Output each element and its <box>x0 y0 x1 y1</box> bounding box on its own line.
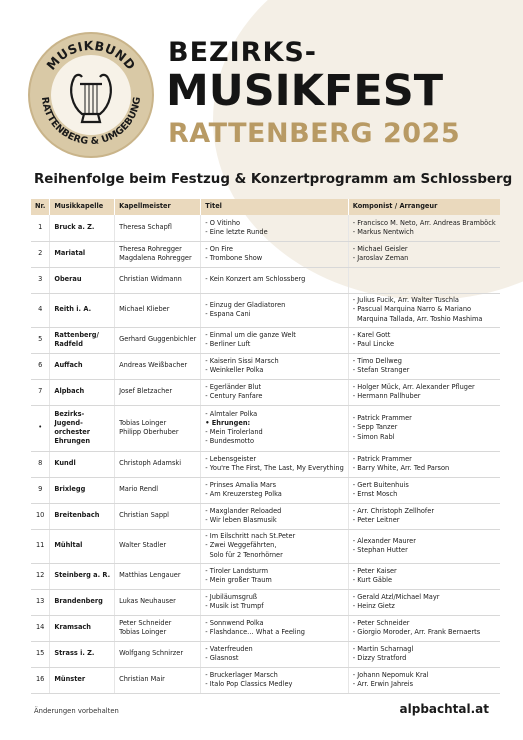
table-header <box>31 199 500 215</box>
cell-titel-line: - Egerländer Blut <box>205 382 262 391</box>
cell-komponist-line: - Barry White, Arr. Ted Parson <box>352 464 450 472</box>
cell-komponist-line: - Francisco M. Neto, Arr. Andreas Bramböck <box>352 218 496 227</box>
cell-kapelle-line: Bruck a. Z. <box>54 223 95 232</box>
logo-svg <box>30 34 152 156</box>
cell-kapellmeister <box>115 615 201 641</box>
cell-titel-line: - Am Kreuzersteg Polka <box>205 490 282 498</box>
cell-nr: 9 <box>31 477 50 503</box>
cell-komponist-line: - Johann Nepomuk Kral <box>352 670 429 679</box>
cell-kapelle-line: Kramsach <box>54 623 92 632</box>
cell-komponist-line: Marquina Tallada, Arr. Toshio Mashima <box>352 314 483 323</box>
cell-titel <box>201 405 348 451</box>
cell-titel-line: - Wir leben Blasmusik <box>205 516 277 524</box>
column-header-titel: Titel <box>201 199 348 215</box>
cell-titel-line: - Vaterfreuden <box>205 644 253 653</box>
cell-titel-line: - O Vitinho <box>205 218 241 227</box>
cell-kapellmeister <box>115 451 201 477</box>
cell-kapellmeister <box>115 353 201 379</box>
cell-kapellmeister-line: Tobias Loinger <box>119 628 167 636</box>
cell-komponist-line: - Heinz Gietz <box>352 602 395 610</box>
cell-titel <box>201 563 348 589</box>
lyre-icon <box>71 75 111 122</box>
logo-text-top: MUSIKBUND <box>43 37 139 73</box>
svg-text:MUSIKBUND <box>43 38 138 73</box>
cell-titel-line: - Kein Konzert am Schlossberg <box>205 275 306 284</box>
cell-titel <box>201 327 348 353</box>
cell-kapellmeister-line: Michael Klieber <box>119 305 170 314</box>
cell-kapellmeister <box>115 563 201 589</box>
cell-kapellmeister-line: Magdalena Rohregger <box>119 254 192 262</box>
cell-titel <box>201 379 348 405</box>
cell-kapellmeister <box>115 215 201 241</box>
cell-titel-line: - Glasnost <box>205 654 239 662</box>
cell-nr: 11 <box>31 529 50 563</box>
title-line-3: RATTENBERG 2025 <box>168 118 461 149</box>
logo-text-bottom: RATTENBERG & UMGEBUNG <box>38 96 144 148</box>
cell-kapellmeister-line: Christian Widmann <box>119 275 182 284</box>
cell-titel-line: - Trombone Show <box>205 254 263 262</box>
table-header-row <box>31 199 500 215</box>
cell-kapellmeister <box>115 641 201 667</box>
page-subtitle: Reihenfolge beim Festzug & Konzertprogramm am Schlossberg <box>34 172 513 187</box>
cell-kapelle-line: Oberau <box>54 275 82 284</box>
table-row <box>31 293 500 327</box>
cell-kapelle <box>50 563 115 589</box>
footer-url[interactable]: alpbachtal.at <box>399 702 489 716</box>
cell-titel-line: - On Fire <box>205 244 233 253</box>
cell-titel <box>201 529 348 563</box>
cell-kapelle-line: Auffach <box>54 361 83 370</box>
cell-kapelle <box>50 327 115 353</box>
column-header-komponist: Komponist / Arrangeur <box>348 199 499 215</box>
table-row <box>31 241 500 267</box>
cell-kapelle <box>50 353 115 379</box>
cell-komponist <box>348 503 499 529</box>
cell-nr: 2 <box>31 241 50 267</box>
cell-kapelle-line: Jugend- <box>54 418 83 427</box>
cell-kapellmeister <box>115 589 201 615</box>
cell-kapelle <box>50 503 115 529</box>
cell-nr: 4 <box>31 293 50 327</box>
cell-titel <box>201 667 348 693</box>
cell-komponist-line: - Giorgio Moroder, Arr. Frank Bernaerts <box>352 628 481 636</box>
cell-titel-line: - Bundesmotto <box>205 437 254 446</box>
cell-titel-line: - Kaiserin Sissi Marsch <box>205 356 279 365</box>
cell-nr: 10 <box>31 503 50 529</box>
cell-komponist-line: - Kurt Gäble <box>352 576 393 584</box>
table-row <box>31 327 500 353</box>
cell-kapellmeister <box>115 293 201 327</box>
cell-kapelle-line: orchester <box>54 428 91 436</box>
cell-titel-line: - Berliner Luft <box>205 340 251 348</box>
cell-kapelle <box>50 589 115 615</box>
cell-komponist-line: - Paul Lincke <box>352 340 395 348</box>
cell-kapellmeister-line: Peter Schneider <box>119 618 172 627</box>
cell-kapellmeister-line: Mario Rendl <box>119 485 159 494</box>
table-row <box>31 529 500 563</box>
cell-kapelle-line: Mariatal <box>54 249 86 258</box>
cell-komponist-line: - Patrick Prammer <box>352 454 412 463</box>
cell-komponist <box>348 241 499 267</box>
cell-komponist <box>348 327 499 353</box>
cell-kapellmeister <box>115 241 201 267</box>
cell-titel-line: - Espana Cani <box>205 310 251 318</box>
cell-kapelle-line: Ehrungen <box>54 437 91 446</box>
cell-titel <box>201 641 348 667</box>
cell-kapellmeister-line: Gerhard Guggenbichler <box>119 335 197 344</box>
cell-komponist <box>348 293 499 327</box>
cell-titel-line: - Bruckerlager Marsch <box>205 670 278 679</box>
cell-kapellmeister <box>115 477 201 503</box>
cell-kapelle <box>50 529 115 563</box>
cell-komponist-line: - Arr. Christoph Zellhofer <box>352 506 435 515</box>
table-row <box>31 379 500 405</box>
cell-nr: 15 <box>31 641 50 667</box>
cell-kapelle-line: Radfeld <box>54 340 83 348</box>
cell-komponist <box>348 405 499 451</box>
cell-komponist-line: - Peter Schneider <box>352 618 410 627</box>
cell-komponist-line: - Julius Fucik, Arr. Walter Tuschla <box>352 296 459 305</box>
cell-komponist-line: - Alexander Maurer <box>352 536 416 545</box>
cell-titel <box>201 503 348 529</box>
cell-kapelle-line: Münster <box>54 675 86 684</box>
cell-titel-line: - Almtaler Polka <box>205 409 258 418</box>
cell-titel-line: - Jubiläumsgruß <box>205 592 258 601</box>
table-row <box>31 641 500 667</box>
cell-komponist <box>348 267 499 293</box>
cell-komponist-line: - Hermann Pallhuber <box>352 392 421 400</box>
cell-komponist-line: - Timo Dellweg <box>352 356 402 365</box>
cell-kapellmeister <box>115 503 201 529</box>
cell-nr: 16 <box>31 667 50 693</box>
cell-kapelle <box>50 241 115 267</box>
cell-kapelle-line: Alpbach <box>54 387 85 396</box>
cell-nr: 12 <box>31 563 50 589</box>
cell-kapellmeister <box>115 529 201 563</box>
cell-nr: 6 <box>31 353 50 379</box>
cell-titel <box>201 215 348 241</box>
cell-kapellmeister-line: Matthias Lengauer <box>119 571 181 580</box>
cell-kapellmeister-line: Christian Mair <box>119 675 165 684</box>
cell-komponist <box>348 353 499 379</box>
cell-titel-line: - Lebensgeister <box>205 454 257 463</box>
cell-titel-line: - Einmal um die ganze Welt <box>205 330 296 339</box>
cell-kapellmeister-line: Walter Stadler <box>119 541 167 550</box>
table-body <box>31 215 500 693</box>
cell-komponist-line: - Patrick Prammer <box>352 414 412 423</box>
table-row <box>31 405 500 451</box>
cell-kapellmeister-line: Lukas Neuhauser <box>119 597 176 606</box>
cell-kapellmeister <box>115 667 201 693</box>
cell-kapellmeister-line: Andreas Weißbacher <box>119 361 188 370</box>
cell-kapellmeister-line: Wolfgang Schnirzer <box>119 649 184 658</box>
cell-titel-line: - Maxglander Reloaded <box>205 506 282 515</box>
cell-kapelle-line: Bezirks- <box>54 409 85 418</box>
musikbund-logo <box>28 32 154 158</box>
cell-kapelle <box>50 379 115 405</box>
cell-titel-line: - Eine letzte Runde <box>205 227 268 236</box>
cell-titel <box>201 589 348 615</box>
cell-titel-line: - You're The First, The Last, My Everything <box>205 464 344 472</box>
table-row <box>31 353 500 379</box>
table-row <box>31 477 500 503</box>
cell-komponist-line: - Michael Geisler <box>352 244 408 253</box>
cell-kapelle <box>50 477 115 503</box>
cell-kapellmeister-line: Tobias Loinger <box>119 418 167 427</box>
footer-note: Änderungen vorbehalten <box>34 707 119 715</box>
table-row <box>31 667 500 693</box>
cell-kapelle-line: Brixlegg <box>54 485 86 494</box>
cell-komponist <box>348 589 499 615</box>
cell-komponist-line: - Martin Scharnagl <box>352 644 414 653</box>
cell-nr: 14 <box>31 615 50 641</box>
cell-titel <box>201 615 348 641</box>
cell-titel <box>201 241 348 267</box>
table-row <box>31 615 500 641</box>
cell-kapelle-line: Steinberg a. R. <box>54 571 111 580</box>
cell-komponist-line: - Gerald Atzl/Michael Mayr <box>352 592 440 601</box>
cell-kapellmeister-line: Christian Sappl <box>119 511 170 520</box>
cell-titel-line: - Mein Tirolerland <box>205 428 263 436</box>
cell-titel-line: - Flashdance… What a Feeling <box>205 628 305 636</box>
cell-kapellmeister-line: Christoph Adamski <box>119 459 182 468</box>
cell-nr: 8 <box>31 451 50 477</box>
cell-kapellmeister-line: Theresa Rohregger <box>119 244 182 253</box>
cell-titel-line: • Ehrungen: <box>205 418 251 427</box>
cell-kapelle-line: Reith i. A. <box>54 305 92 314</box>
cell-titel <box>201 451 348 477</box>
cell-komponist-line: - Peter Leitner <box>352 516 400 524</box>
cell-titel <box>201 267 348 293</box>
cell-komponist-line: - Arr. Erwin Jahreis <box>352 680 414 688</box>
column-header-kapelle: Musikkapelle <box>50 199 115 215</box>
cell-kapelle-line: Strass i. Z. <box>54 649 95 658</box>
cell-kapelle <box>50 641 115 667</box>
cell-komponist-line: - Stephan Hutter <box>352 546 408 554</box>
table-row <box>31 215 500 241</box>
column-header-kapellmeister: Kapellmeister <box>115 199 201 215</box>
cell-titel-line: - Im Eilschritt nach St.Peter <box>205 532 296 541</box>
cell-komponist-line: - Markus Nentwich <box>352 227 414 236</box>
cell-komponist-line: - Pascual Marquina Narro & Mariano <box>352 305 472 314</box>
cell-komponist-line: - Karel Gott <box>352 330 391 339</box>
cell-komponist <box>348 641 499 667</box>
cell-titel <box>201 353 348 379</box>
cell-komponist-line: - Ernst Mosch <box>352 490 398 498</box>
cell-kapelle <box>50 667 115 693</box>
cell-titel-line: - Mein großer Traum <box>205 576 272 584</box>
cell-komponist <box>348 477 499 503</box>
cell-nr: 3 <box>31 267 50 293</box>
cell-kapelle-line: Rattenberg/ <box>54 330 99 339</box>
cell-komponist-line: - Peter Kaiser <box>352 566 397 575</box>
cell-kapellmeister <box>115 267 201 293</box>
cell-komponist-line: - Sepp Tanzer <box>352 423 398 432</box>
cell-komponist <box>348 451 499 477</box>
cell-nr: 1 <box>31 215 50 241</box>
cell-titel-line: - Einzug der Gladiatoren <box>205 300 286 309</box>
cell-nr: 7 <box>31 379 50 405</box>
cell-kapellmeister <box>115 379 201 405</box>
cell-kapellmeister-line: Philipp Oberhuber <box>119 428 179 436</box>
cell-kapelle <box>50 405 115 451</box>
table-row <box>31 589 500 615</box>
cell-kapelle-line: Mühltal <box>54 541 83 550</box>
cell-nr: 13 <box>31 589 50 615</box>
cell-kapelle-line: Breitenbach <box>54 511 100 520</box>
column-header-nr: Nr. <box>31 199 50 215</box>
cell-kapelle-line: Kundl <box>54 459 76 468</box>
title-line-2: MUSIKFEST <box>166 66 444 116</box>
cell-titel-line: - Zwei Weggefährten, <box>205 541 277 550</box>
cell-komponist <box>348 379 499 405</box>
cell-komponist-line: - Holger Mück, Arr. Alexander Pfluger <box>352 382 475 391</box>
cell-titel-line: - Century Fanfare <box>205 392 263 400</box>
cell-kapellmeister-line: Theresa Schapfl <box>119 223 172 232</box>
cell-komponist <box>348 667 499 693</box>
cell-kapellmeister <box>115 327 201 353</box>
cell-titel-line: - Musik ist Trumpf <box>205 602 264 610</box>
table-row <box>31 503 500 529</box>
cell-kapelle <box>50 215 115 241</box>
cell-kapelle <box>50 615 115 641</box>
cell-titel-line: - Prinses Amalia Mars <box>205 480 277 489</box>
cell-komponist <box>348 615 499 641</box>
cell-komponist <box>348 215 499 241</box>
cell-kapellmeister <box>115 405 201 451</box>
cell-titel <box>201 477 348 503</box>
table-row <box>31 267 500 293</box>
cell-nr: 5 <box>31 327 50 353</box>
table-row <box>31 451 500 477</box>
cell-titel-line: Solo für 2 Tenorhörner <box>205 550 283 559</box>
cell-titel <box>201 293 348 327</box>
cell-komponist-line: - Jaroslav Zeman <box>352 254 409 262</box>
cell-titel-line: - Italo Pop Classics Medley <box>205 680 293 688</box>
cell-komponist-line: - Stefan Stranger <box>352 366 410 374</box>
cell-titel-line: - Sonnwend Polka <box>205 618 264 627</box>
cell-komponist <box>348 529 499 563</box>
cell-titel-line: - Weinkeller Polka <box>205 366 264 374</box>
cell-komponist-line: - Dizzy Stratford <box>352 654 407 662</box>
cell-kapelle-line: Brandenberg <box>54 597 103 606</box>
cell-kapelle <box>50 293 115 327</box>
cell-nr: • <box>31 405 50 451</box>
cell-kapelle <box>50 451 115 477</box>
title-line-1: BEZIRKS- <box>168 37 318 68</box>
cell-komponist-line: - Simon Rabl <box>352 432 395 441</box>
cell-kapelle <box>50 267 115 293</box>
cell-kapellmeister-line: Josef Bletzacher <box>119 387 173 396</box>
cell-komponist <box>348 563 499 589</box>
table-row <box>31 563 500 589</box>
program-table <box>31 199 500 694</box>
cell-komponist-line: - Gert Buitenhuis <box>352 480 409 489</box>
cell-titel-line: - Tiroler Landsturm <box>205 566 269 575</box>
